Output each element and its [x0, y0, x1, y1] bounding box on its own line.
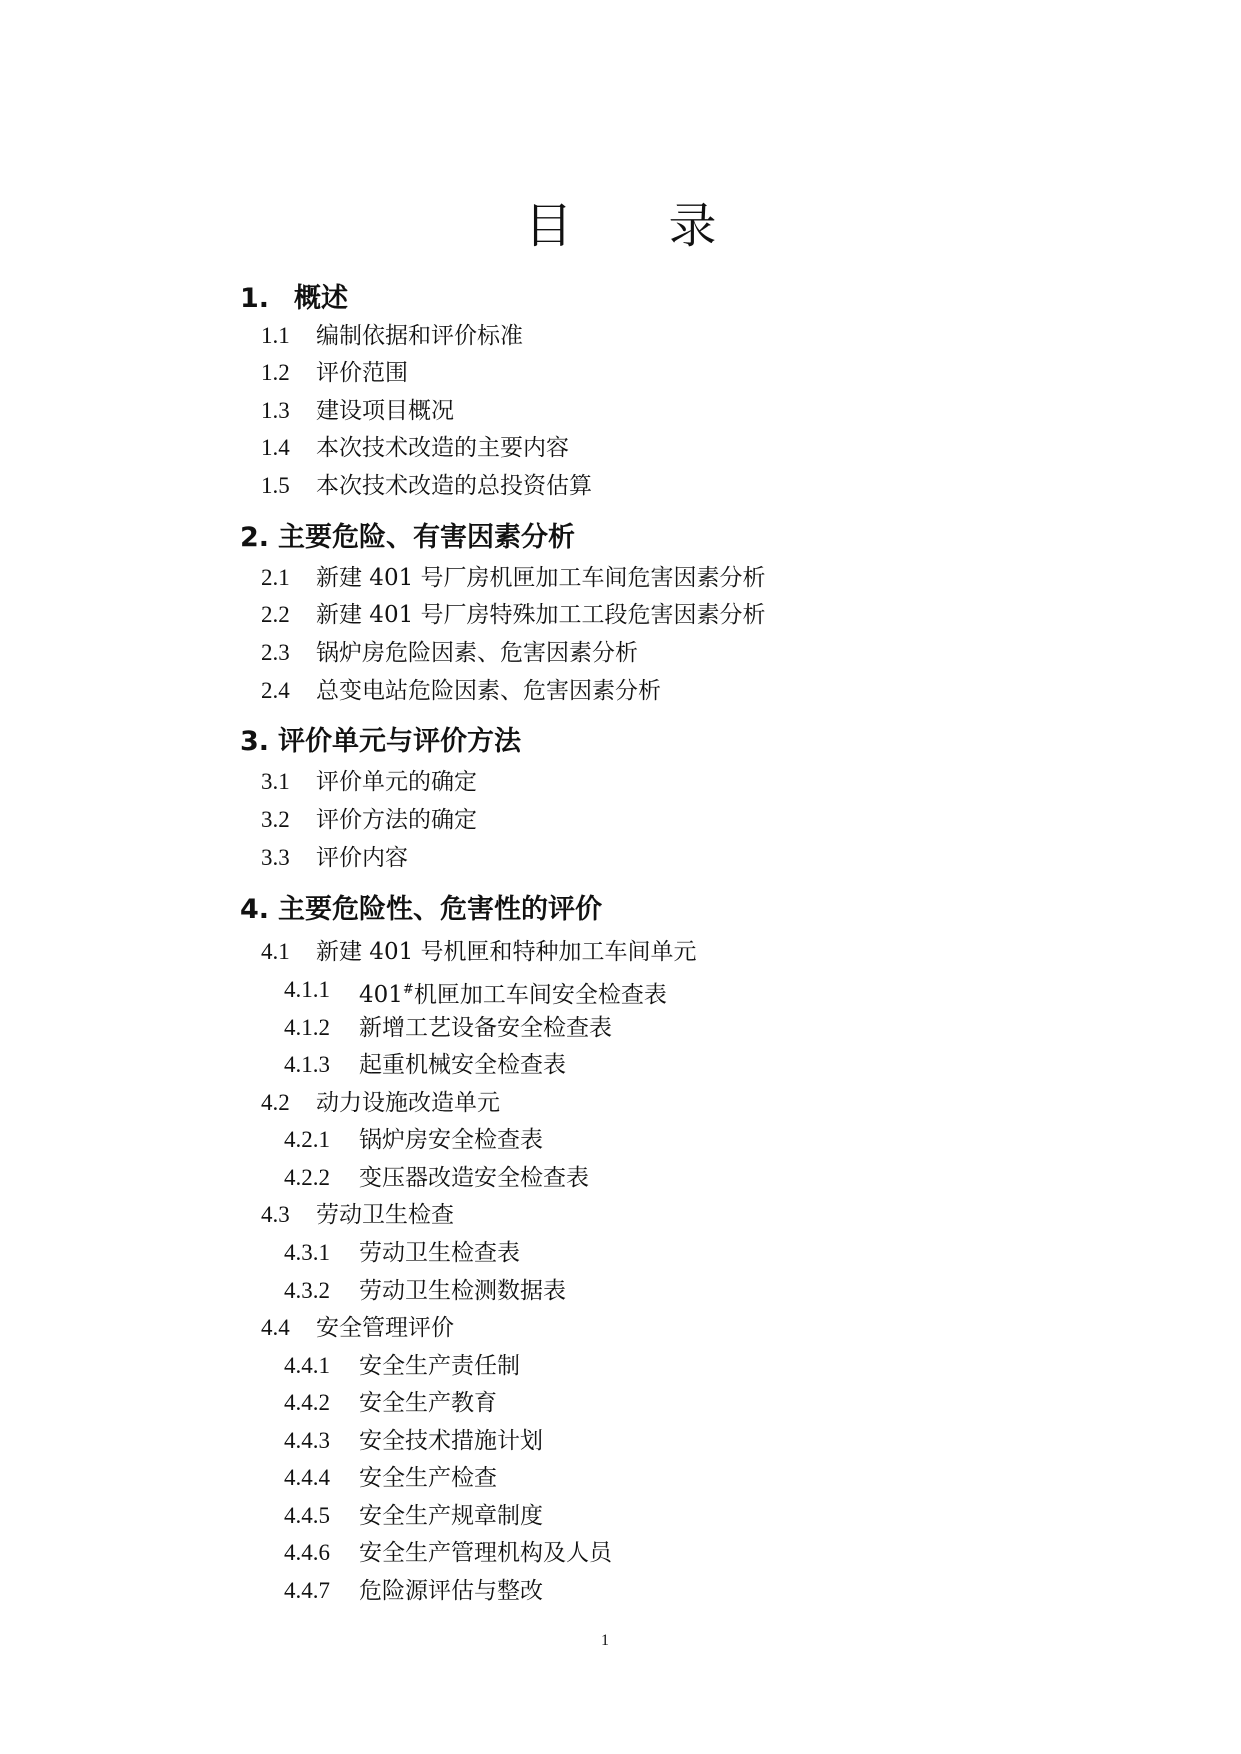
toc-label: 安全管理评价	[316, 1315, 454, 1341]
toc-label: 评价范围	[316, 360, 408, 386]
toc-number: 4.4.5	[284, 1503, 330, 1528]
toc-label-prefix: 401	[359, 982, 403, 1008]
toc-label: 评价方法的确定	[316, 807, 477, 833]
toc-number: 2.	[240, 522, 270, 553]
toc-heading: 主要危险性、危害性的评价	[278, 894, 602, 925]
title-char-2: 录	[668, 198, 717, 254]
toc-number: 4.3.2	[284, 1278, 330, 1303]
toc-number: 4.1.2	[284, 1015, 330, 1040]
toc-heading: 概述	[294, 283, 348, 314]
toc-label: 新建 401 号机匣和特种加工车间单元	[316, 939, 697, 965]
toc-label: 新增工艺设备安全检查表	[359, 1015, 612, 1041]
toc-number: 4.4.1	[284, 1353, 330, 1378]
toc-label: 新建 401 号厂房机匣加工车间危害因素分析	[316, 565, 766, 591]
toc-number: 1.4	[261, 435, 290, 460]
toc-number: 2.3	[261, 640, 290, 665]
toc-label: 编制依据和评价标准	[316, 323, 523, 349]
title-char-1: 目	[524, 198, 573, 254]
toc-label: 锅炉房安全检查表	[359, 1127, 543, 1153]
toc-label: 本次技术改造的总投资估算	[316, 473, 592, 499]
toc-label: 建设项目概况	[316, 398, 454, 424]
toc-number: 4.3	[261, 1202, 290, 1227]
toc-number: 4.2	[261, 1090, 290, 1115]
toc-label: 评价单元的确定	[316, 769, 477, 795]
toc-number: 4.4.3	[284, 1428, 330, 1453]
toc-label: 新建 401 号厂房特殊加工工段危害因素分析	[316, 602, 766, 628]
toc-number: 4.1	[261, 939, 290, 964]
toc-number: 4.2.1	[284, 1127, 330, 1152]
toc-number: 1.5	[261, 473, 290, 498]
toc-number: 4.	[240, 894, 270, 925]
toc-number: 3.1	[261, 769, 290, 794]
toc-label: 危险源评估与整改	[359, 1578, 543, 1604]
toc-number: 3.2	[261, 807, 290, 832]
toc-label: 劳动卫生检查表	[359, 1240, 520, 1266]
toc-number: 2.4	[261, 678, 290, 703]
toc-label: 安全生产检查	[359, 1465, 497, 1491]
toc-label: 劳动卫生检查	[316, 1202, 454, 1228]
toc-number: 3.	[240, 726, 270, 757]
toc-number: 4.1.1	[284, 977, 330, 1002]
toc-number: 4.4.2	[284, 1390, 330, 1415]
page-number: 1	[601, 1632, 609, 1649]
toc-label: 安全技术措施计划	[359, 1428, 543, 1454]
toc-number: 1.	[240, 283, 270, 314]
toc-label: 劳动卫生检测数据表	[359, 1278, 566, 1304]
toc-label: 总变电站危险因素、危害因素分析	[316, 678, 661, 704]
toc-label	[359, 975, 667, 1010]
toc-number: 3.3	[261, 845, 290, 870]
toc-number: 1.3	[261, 398, 290, 423]
toc-number: 4.4	[261, 1315, 290, 1340]
toc-label: 动力设施改造单元	[316, 1090, 500, 1116]
toc-label: 锅炉房危险因素、危害因素分析	[316, 640, 638, 666]
toc-label: 变压器改造安全检查表	[359, 1165, 589, 1191]
toc-label-superscript: #	[402, 982, 414, 997]
toc-label: 安全生产规章制度	[359, 1503, 543, 1529]
toc-number: 4.4.7	[284, 1578, 330, 1603]
toc-heading: 评价单元与评价方法	[278, 726, 521, 757]
toc-label: 安全生产责任制	[359, 1353, 520, 1379]
toc-label: 评价内容	[316, 845, 408, 871]
toc-number: 2.1	[261, 565, 290, 590]
toc-label: 起重机械安全检查表	[359, 1052, 566, 1078]
toc-label: 安全生产教育	[359, 1390, 497, 1416]
toc-number: 4.3.1	[284, 1240, 330, 1265]
toc-label-rest: 机匣加工车间安全检查表	[413, 982, 667, 1008]
toc-number: 4.1.3	[284, 1052, 330, 1077]
toc-number: 4.2.2	[284, 1165, 330, 1190]
toc-label: 安全生产管理机构及人员	[359, 1540, 612, 1566]
toc-number: 4.4.4	[284, 1465, 330, 1490]
toc-number: 4.4.6	[284, 1540, 330, 1565]
toc-number: 1.1	[261, 323, 290, 348]
toc-heading: 主要危险、有害因素分析	[278, 522, 575, 553]
toc-number: 1.2	[261, 360, 290, 385]
toc-number: 2.2	[261, 602, 290, 627]
toc-label: 本次技术改造的主要内容	[316, 435, 569, 461]
